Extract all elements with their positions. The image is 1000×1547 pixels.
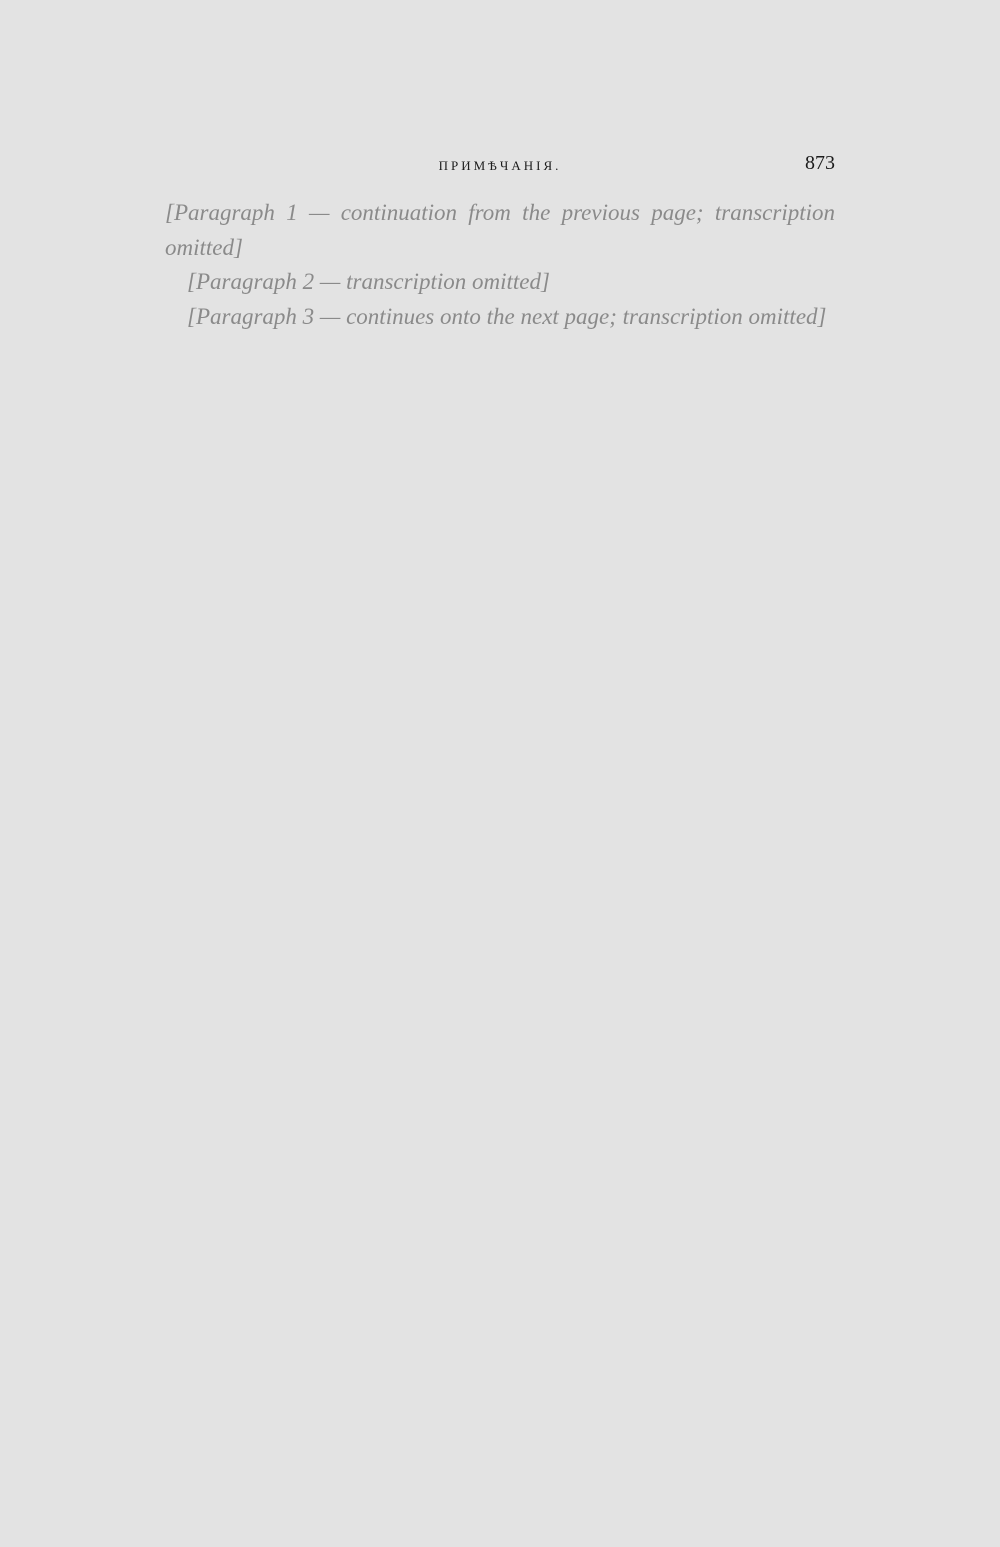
paragraph-2: [Paragraph 2 — transcription omitted] <box>187 269 550 294</box>
running-head <box>165 152 835 176</box>
paragraph-3: [Paragraph 3 — continues onto the next page; transcription omitted] <box>187 303 827 329</box>
paragraph-1: [Paragraph 1 — continuation from the previous page; transcription omitted] <box>165 200 835 260</box>
text-body <box>165 196 835 334</box>
page-number: 873 <box>805 152 835 174</box>
running-head-title: ПРИМѢЧАНІЯ. <box>438 158 562 173</box>
